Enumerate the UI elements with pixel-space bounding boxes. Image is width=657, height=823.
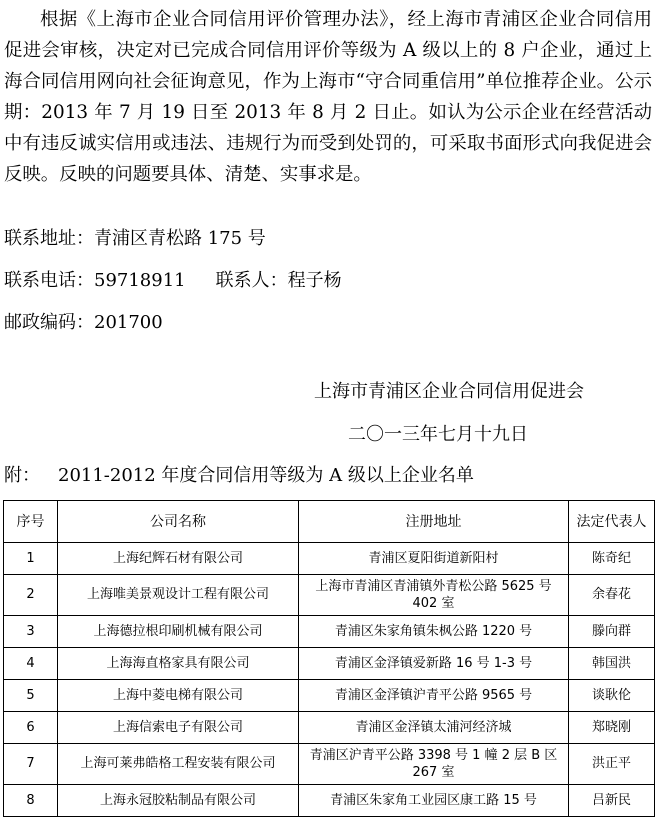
contact-phone: 联系电话：59718911 (4, 270, 186, 291)
cell-address: 青浦区夏阳街道新阳村 (299, 543, 569, 575)
header-company: 公司名称 (58, 501, 299, 543)
table-row (4, 616, 655, 648)
annex-label: 附： (4, 465, 40, 486)
header-address: 注册地址 (299, 501, 569, 543)
cell-company: 上海永冠胶粘制品有限公司 (58, 785, 299, 817)
table-row (4, 680, 655, 712)
cell-no: 1 (4, 543, 58, 575)
cell-address: 青浦区朱家角镇朱枫公路 1220 号 (299, 616, 569, 648)
cell-no: 7 (4, 744, 58, 785)
cell-no: 4 (4, 648, 58, 680)
cell-no: 6 (4, 712, 58, 744)
header-representative: 法定代表人 (569, 501, 655, 543)
cell-no: 8 (4, 785, 58, 817)
cell-no: 5 (4, 680, 58, 712)
cell-address: 青浦区朱家角工业园区康工路 15 号 (299, 785, 569, 817)
cell-company: 上海德拉根印刷机械有限公司 (58, 616, 299, 648)
cell-representative: 韩国洪 (569, 648, 655, 680)
cell-representative: 滕向群 (569, 616, 655, 648)
cell-address: 青浦区金泽镇沪青平公路 9565 号 (299, 680, 569, 712)
cell-representative: 洪正平 (569, 744, 655, 785)
signature-date: 二〇一三年七月十九日 (348, 424, 528, 445)
cell-company: 上海可莱弗皓格工程安装有限公司 (58, 744, 299, 785)
header-no: 序号 (4, 501, 58, 543)
cell-company: 上海信索电子有限公司 (58, 712, 299, 744)
cell-no: 3 (4, 616, 58, 648)
table-header-row (4, 501, 655, 543)
table-row (4, 648, 655, 680)
cell-address: 青浦区金泽镇太浦河经济城 (299, 712, 569, 744)
table-row (4, 575, 655, 616)
cell-company: 上海纪辉石材有限公司 (58, 543, 299, 575)
table-row (4, 712, 655, 744)
cell-company: 上海中菱电梯有限公司 (58, 680, 299, 712)
cell-address: 上海市青浦区青浦镇外青松公路 5625 号 402 室 (299, 575, 569, 616)
contact-person: 联系人：程子杨 (215, 270, 342, 291)
cell-representative: 陈奇纪 (569, 543, 655, 575)
table-row (4, 785, 655, 817)
annex-heading (4, 465, 474, 487)
annex-title: 2011-2012 年度合同信用等级为 A 级以上企业名单 (58, 465, 474, 486)
cell-address: 青浦区沪青平公路 3398 号 1 幢 2 层 B 区 267 室 (299, 744, 569, 785)
cell-company: 上海海直格家具有限公司 (58, 648, 299, 680)
cell-no: 2 (4, 575, 58, 616)
table-row (4, 744, 655, 785)
cell-representative: 吕新民 (569, 785, 655, 817)
cell-representative: 谈耿伦 (569, 680, 655, 712)
contact-phone-line (4, 270, 342, 292)
cell-company: 上海唯美景观设计工程有限公司 (58, 575, 299, 616)
enterprise-table (3, 500, 655, 817)
cell-representative: 郑晓刚 (569, 712, 655, 744)
cell-representative: 余春花 (569, 575, 655, 616)
contact-postcode: 邮政编码：201700 (4, 312, 163, 333)
signature-organization: 上海市青浦区企业合同信用促进会 (314, 381, 584, 402)
table-row (4, 543, 655, 575)
cell-address: 青浦区金泽镇爱新路 16 号 1-3 号 (299, 648, 569, 680)
contact-address: 联系地址：青浦区青松路 175 号 (4, 228, 266, 249)
notice-paragraph: 根据《上海市企业合同信用评价管理办法》，经上海市青浦区企业合同信用促进会审核，决定对已完成合同信用评价等级为 A 级以上的 8 户企业，通过上海合同信用网向社会征询意见，作为上海市“守合同重信用”单位推荐企业。公示期：2013 年 7 月 19 日至 2013 年 8 月 2 日止。如认为公示企业在经营活动中有违反诚实信用或违法、违规行为而受到处罚的，可采取书面形式向我促进会反映。反映的问题要具体、清楚、实事求是。 (4, 9, 652, 185)
